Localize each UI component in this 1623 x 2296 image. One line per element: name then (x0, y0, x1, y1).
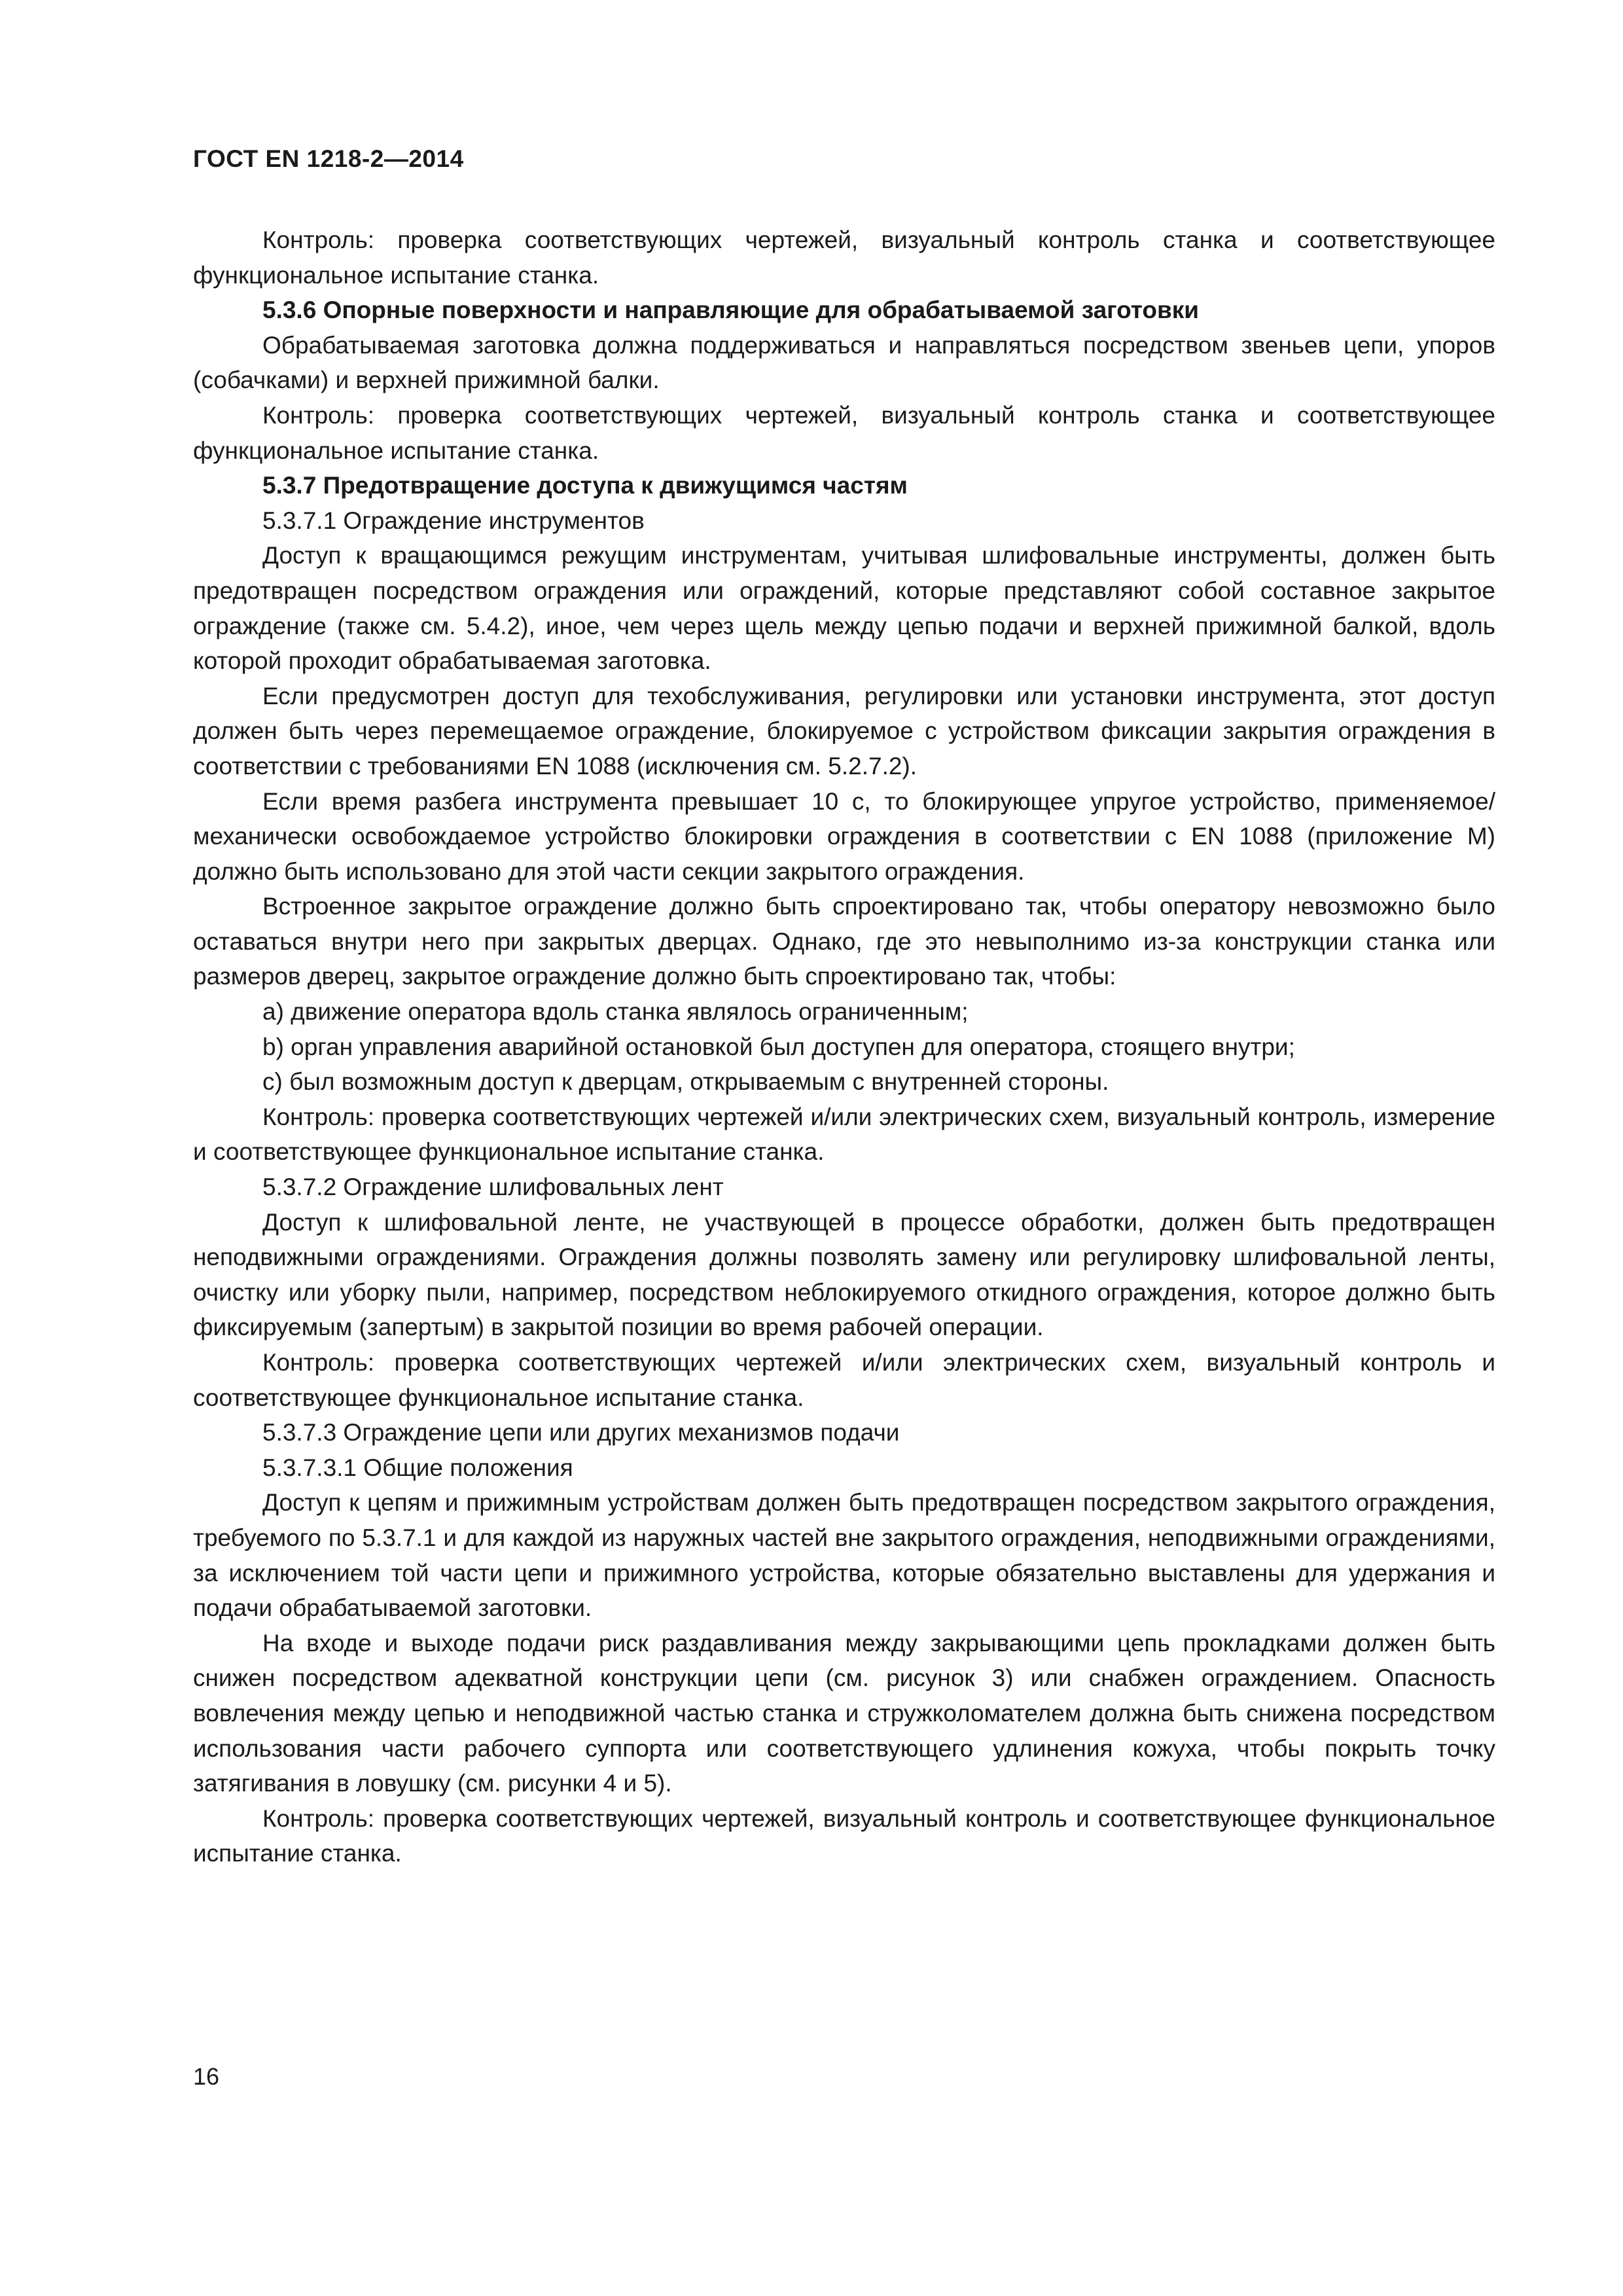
paragraph-text: Обрабатываемая заготовка должна поддерживаться и направляться посредством звеньев цепи, упоров (собачками) и верхней прижимной балки. (193, 331, 1495, 394)
list-item-b: b) орган управления аварийной остановкой был доступен для оператора, стоящего внутри; (262, 1033, 1295, 1060)
paragraph-control-text: Контроль: проверка соответствующих чертежей и/или электрических схем, визуальный контроль и соответствующее функциональное испытание станка. (193, 1349, 1495, 1411)
paragraph-text: Если время разбега инструмента превышает 10 с, то блокирующее упругое устройство, применяемое/механически освобождаемое устройство блокировки ограждения в соответствии с EN 1088 (приложение М) должно быть использовано для этой части секции закрытого ограждения. (193, 787, 1495, 885)
paragraph-control-text: Контроль: проверка соответствующих чертежей, визуальный контроль станка и соответствующее функциональное испытание станка. (193, 226, 1495, 289)
paragraph-text: Доступ к шлифовальной ленте, не участвующей в процессе обработки, должен быть предотвращен неподвижными ограждениями. Ограждения должны позволять замену или регулировку шлифовальной ленты, очистку или уборку пыли, например, посредством неблокируемого откидного ограждения, которое должно быть фиксируемым (запертым) в закрытой позиции во время рабочей операции. (193, 1208, 1495, 1341)
page-number: 16 (193, 2063, 220, 2090)
subsection-title-5-3-7-3: 5.3.7.3 Ограждение цепи или других механизмов подачи (262, 1419, 900, 1446)
paragraph-control-text: Контроль: проверка соответствующих чертежей, визуальный контроль и соответствующее функциональное испытание станка. (193, 1804, 1495, 1867)
paragraph-text: Встроенное закрытое ограждение должно быть спроектировано так, чтобы оператору невозможно было оставаться внутри него при закрытых дверцах. Однако, где это невыполнимо из-за конструкции станка или размеров дверец, закрытое ограждение должно быть спроектировано так, чтобы: (193, 893, 1495, 990)
subsection-title-5-3-7-2: 5.3.7.2 Ограждение шлифовальных лент (262, 1174, 724, 1201)
paragraph-text: Доступ к цепям и прижимным устройствам должен быть предотвращен посредством закрытого ограждения, требуемого по 5.3.7.1 и для каждой из наружных частей вне закрытого ограждения, неподвижными ограждениями, за исключением той части цепи и прижимного устройства, которые обязательно выставлены для удержания и подачи обрабатываемой заготовки. (193, 1489, 1495, 1622)
paragraph-control-text: Контроль: проверка соответствующих чертежей, визуальный контроль станка и соответствующее функциональное испытание станка. (193, 401, 1495, 464)
document-body (193, 223, 1495, 1871)
paragraph-text: На входе и выходе подачи риск раздавливания между закрывающими цепь прокладками должен быть снижен посредством адекватной конструкции цепи (см. рисунок 3) или снабжен ограждением. Опасность вовлечения между цепью и неподвижной частью станка и стружколомателем должна быть снижена посредством использования части рабочего суппорта или соответствующего удлинения кожуха, чтобы покрыть точку затягивания в ловушку (см. рисунки 4 и 5). (193, 1629, 1495, 1797)
document-header: ГОСТ EN 1218-2—2014 (193, 145, 464, 172)
paragraph-text: Если предусмотрен доступ для техобслуживания, регулировки или установки инструмента, этот доступ должен быть через перемещаемое ограждение, блокируемое с устройством фиксации закрытия ограждения в соответствии с требованиями EN 1088 (исключения см. 5.2.7.2). (193, 682, 1495, 780)
paragraph-control-text: Контроль: проверка соответствующих чертежей и/или электрических схем, визуальный контроль, измерение и соответствующее функциональное испытание станка. (193, 1103, 1495, 1166)
list-item-a: a) движение оператора вдоль станка являлось ограниченным; (262, 998, 969, 1026)
list-item-c: c) был возможным доступ к дверцам, открываемым с внутренней стороны. (262, 1068, 1109, 1096)
subsection-title-5-3-7-3-1: 5.3.7.3.1 Общие положения (262, 1454, 573, 1481)
subsection-title-5-3-7-1: 5.3.7.1 Ограждение инструментов (262, 507, 645, 534)
paragraph-text: Доступ к вращающимся режущим инструментам, учитывая шлифовальные инструменты, должен быть предотвращен посредством ограждения или ограждений, которые представляют собой составное закрытое ограждение (также см. 5.4.2), иное, чем через щель между цепью подачи и верхней прижимной балкой, вдоль которой проходит обрабатываемая заготовка. (193, 542, 1495, 675)
section-heading-5-3-6: 5.3.6 Опорные поверхности и направляющие для обрабатываемой заготовки (262, 296, 1200, 324)
section-heading-5-3-7: 5.3.7 Предотвращение доступа к движущимся частям (262, 472, 908, 499)
